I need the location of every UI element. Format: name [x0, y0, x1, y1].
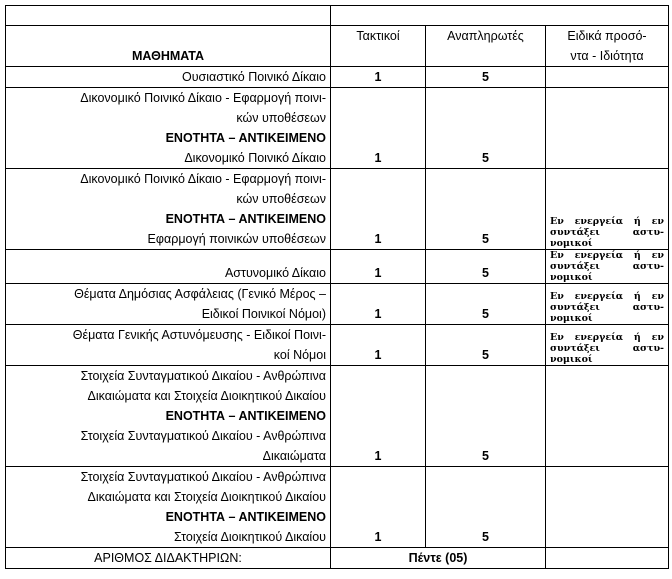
- course-subject-line: κών υποθέσεων: [236, 111, 326, 125]
- course-substitute-count: 5: [426, 366, 546, 467]
- course-subject: [6, 169, 331, 250]
- course-subject-line: Δικαιώματα και Στοιχεία Διοικητικού Δικαίου: [87, 490, 326, 504]
- classrooms-count-value: Πέντε (05): [331, 548, 546, 569]
- course-qualification: [546, 88, 669, 169]
- header-qualifications-line1: Ειδικά προσό-: [567, 29, 647, 43]
- course-subject-line: Ουσιαστικό Ποινικό Δίκαιο: [181, 70, 326, 84]
- course-qualification: [546, 169, 669, 250]
- spacer-cell: [6, 6, 331, 26]
- qualification-text: Εν ενεργεία ή εν συντάξει αστυνομικοί: [550, 291, 664, 324]
- course-section-heading: ΕΝΟΤΗΤΑ – ΑΝΤΙΚΕΙΜΕΝΟ: [165, 409, 326, 423]
- course-qualification: [546, 467, 669, 548]
- footer-empty-cell: [546, 548, 669, 569]
- table-row: [6, 88, 669, 169]
- course-subject-line: Θέματα Δημόσιας Ασφάλειας (Γενικό Μέρος –: [74, 287, 326, 301]
- course-subject: [6, 88, 331, 169]
- course-subject: [6, 467, 331, 548]
- course-substitute-count: 5: [426, 284, 546, 325]
- classrooms-count-label: ΑΡΙΘΜΟΣ ΔΙΔΑΚΤΗΡΙΩΝ:: [6, 548, 331, 569]
- header-subjects: ΜΑΘΗΜΑΤΑ: [6, 26, 331, 67]
- course-qualification: [546, 250, 669, 284]
- course-qualification: [546, 67, 669, 88]
- course-substitute-count: 5: [426, 250, 546, 284]
- course-subject-line: Θέματα Γενικής Αστυνόμευσης - Ειδικοί Ποινι-: [72, 328, 326, 342]
- header-qualifications-line2: ντα - Ιδιότητα: [570, 49, 644, 63]
- qualification-text: Εν ενεργεία ή εν συντάξει αστυνομικοί: [550, 250, 664, 283]
- header-regular: Τακτικοί: [331, 26, 426, 67]
- table-row: [6, 325, 669, 366]
- header-substitutes: Αναπληρωτές: [426, 26, 546, 67]
- course-subject-line: Στοιχεία Διοικητικού Δικαίου: [174, 530, 326, 544]
- table-row: [6, 366, 669, 467]
- courses-table-body: [6, 6, 669, 569]
- course-substitute-count: 5: [426, 88, 546, 169]
- course-subject-line: Αστυνομικό Δίκαιο: [224, 266, 326, 280]
- qualification-text: Εν ενεργεία ή εν συντάξει αστυνομικοί: [550, 332, 664, 365]
- table-row: [6, 250, 669, 284]
- table-row: [6, 169, 669, 250]
- course-subject: [6, 250, 331, 284]
- course-substitute-count: 5: [426, 67, 546, 88]
- course-regular-count: 1: [331, 67, 426, 88]
- table-header-row: [6, 26, 669, 67]
- course-regular-count: 1: [331, 250, 426, 284]
- course-subject-line: Δικονομικό Ποινικό Δίκαιο - Εφαρμογή ποινι-: [80, 91, 326, 105]
- spacer-cell: [331, 6, 669, 26]
- course-subject-line: Δικονομικό Ποινικό Δίκαιο: [184, 151, 326, 165]
- table-row: [6, 467, 669, 548]
- table-row: [6, 284, 669, 325]
- course-subject: [6, 284, 331, 325]
- course-regular-count: 1: [331, 88, 426, 169]
- course-subject: [6, 325, 331, 366]
- course-regular-count: 1: [331, 366, 426, 467]
- table-row: [6, 67, 669, 88]
- course-subject-line: Ειδικοί Ποινικοί Νόμοι): [201, 307, 326, 321]
- course-subject-line: κοί Νόμοι: [273, 348, 326, 362]
- course-substitute-count: 5: [426, 325, 546, 366]
- course-subject-line: Εφαρμογή ποινικών υποθέσεων: [147, 232, 326, 246]
- course-substitute-count: 5: [426, 467, 546, 548]
- header-qualifications: [546, 26, 669, 67]
- course-qualification: [546, 284, 669, 325]
- course-regular-count: 1: [331, 467, 426, 548]
- course-subject-line: Στοιχεία Συνταγματικού Δικαίου - Ανθρώπινα: [80, 470, 326, 484]
- course-subject-line: Στοιχεία Συνταγματικού Δικαίου - Ανθρώπινα: [80, 369, 326, 383]
- table-footer-row: [6, 548, 669, 569]
- course-regular-count: 1: [331, 325, 426, 366]
- course-section-heading: ΕΝΟΤΗΤΑ – ΑΝΤΙΚΕΙΜΕΝΟ: [165, 131, 326, 145]
- course-subject: [6, 366, 331, 467]
- course-substitute-count: 5: [426, 169, 546, 250]
- course-section-heading: ΕΝΟΤΗΤΑ – ΑΝΤΙΚΕΙΜΕΝΟ: [165, 212, 326, 226]
- course-subject: [6, 67, 331, 88]
- courses-table: [5, 5, 669, 569]
- course-subject-line: Στοιχεία Συνταγματικού Δικαίου - Ανθρώπινα: [80, 429, 326, 443]
- table-top-spacer-row: [6, 6, 669, 26]
- course-qualification: [546, 366, 669, 467]
- course-subject-line: Δικαιώματα: [262, 449, 326, 463]
- course-subject-line: Δικαιώματα και Στοιχεία Διοικητικού Δικαίου: [87, 389, 326, 403]
- course-regular-count: 1: [331, 169, 426, 250]
- course-regular-count: 1: [331, 284, 426, 325]
- course-subject-line: κών υποθέσεων: [236, 192, 326, 206]
- course-section-heading: ΕΝΟΤΗΤΑ – ΑΝΤΙΚΕΙΜΕΝΟ: [165, 510, 326, 524]
- qualification-text: Εν ενεργεία ή εν συντάξει αστυνομικοί: [550, 216, 664, 249]
- course-qualification: [546, 325, 669, 366]
- course-subject-line: Δικονομικό Ποινικό Δίκαιο - Εφαρμογή ποινι-: [80, 172, 326, 186]
